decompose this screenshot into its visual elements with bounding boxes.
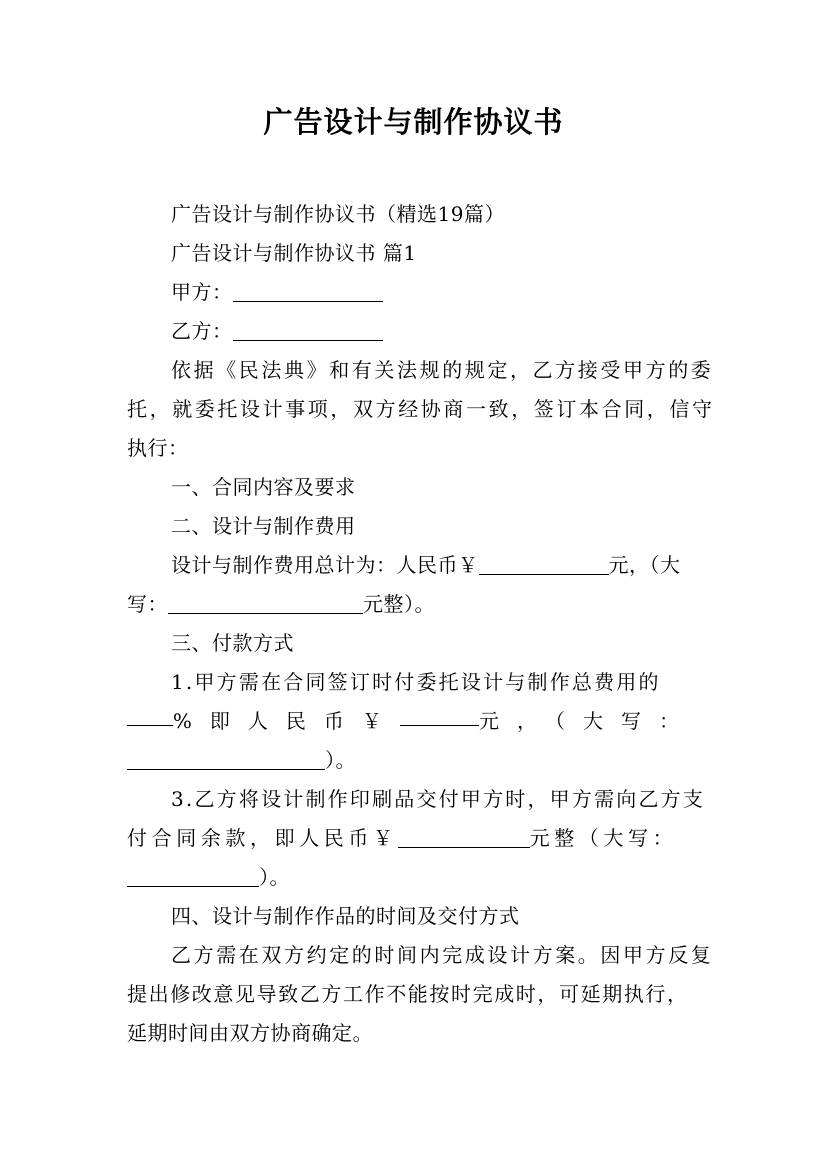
fee-capital-blank [168,593,363,614]
party-a-label: 甲方： [171,280,233,304]
fee-capital-end: 元整）。 [363,592,435,616]
payment-1-line-3 [127,744,356,773]
payment-percent-blank [127,705,173,726]
heading-contract-content: 一、合同内容及要求 [171,475,356,499]
fee-total-label: 设计与制作费用总计为：人民币￥ [171,553,479,577]
document-title: 广告设计与制作协议书 [263,105,564,139]
subtitle: 广告设计与制作协议书（精选19篇） [171,202,505,226]
heading-delivery: 四、设计与制作作品的时间及交付方式 [171,904,520,928]
party-b-line [171,315,383,344]
party-b-label: 乙方： [171,319,233,343]
party-a-blank [233,281,383,302]
payment-3-line-3 [127,861,290,890]
party-b-blank [233,320,383,341]
intro-line-3: 执行： [127,436,189,460]
fee-capital-label: 写： [127,592,168,616]
payment-capital-label: 元，（大写： [479,709,697,733]
delivery-line-1: 乙方需在双方约定的时间内完成设计方案。因甲方反复 [171,943,714,967]
payment-3-amount-blank [398,827,530,848]
payment-3-balance-label: 付合同余款，即人民币￥ [127,826,398,850]
payment-1-line-1: 1.甲方需在合同签订时付委托设计与制作总费用的 [171,670,661,694]
payment-capital-blank [127,749,325,770]
payment-3-capital-blank [127,866,259,887]
fee-line-2 [127,588,435,617]
section-heading: 广告设计与制作协议书 篇1 [171,241,417,265]
delivery-line-2: 提出修改意见导致乙方工作不能按时完成时，可延期执行， [127,982,689,1006]
payment-1-end: ）。 [325,748,356,772]
fee-line-1 [171,549,681,578]
fee-amount-blank [479,554,609,575]
fee-unit-label: 元，（大 [608,553,681,577]
payment-3-line-2 [127,822,677,851]
payment-amount-blank [400,705,479,726]
payment-3-capital-label: 元整（大写： [529,826,678,850]
heading-fees: 二、设计与制作费用 [171,514,356,538]
payment-1-line-2 [127,705,697,734]
heading-payment: 三、付款方式 [171,631,294,655]
intro-line-1: 依据《民法典》和有关法规的规定，乙方接受甲方的委 [171,358,714,382]
delivery-line-3: 延期时间由双方协商确定。 [127,1021,373,1045]
intro-line-2: 托，就委托设计事项，双方经协商一致，签订本合同，信守 [127,397,715,421]
payment-3-line-1: 3.乙方将设计制作印刷品交付甲方时，甲方需向乙方支 [171,787,706,811]
payment-percent-label: %即人民币￥ [172,709,400,733]
party-a-line [171,276,383,305]
payment-3-end: ）。 [259,865,290,889]
